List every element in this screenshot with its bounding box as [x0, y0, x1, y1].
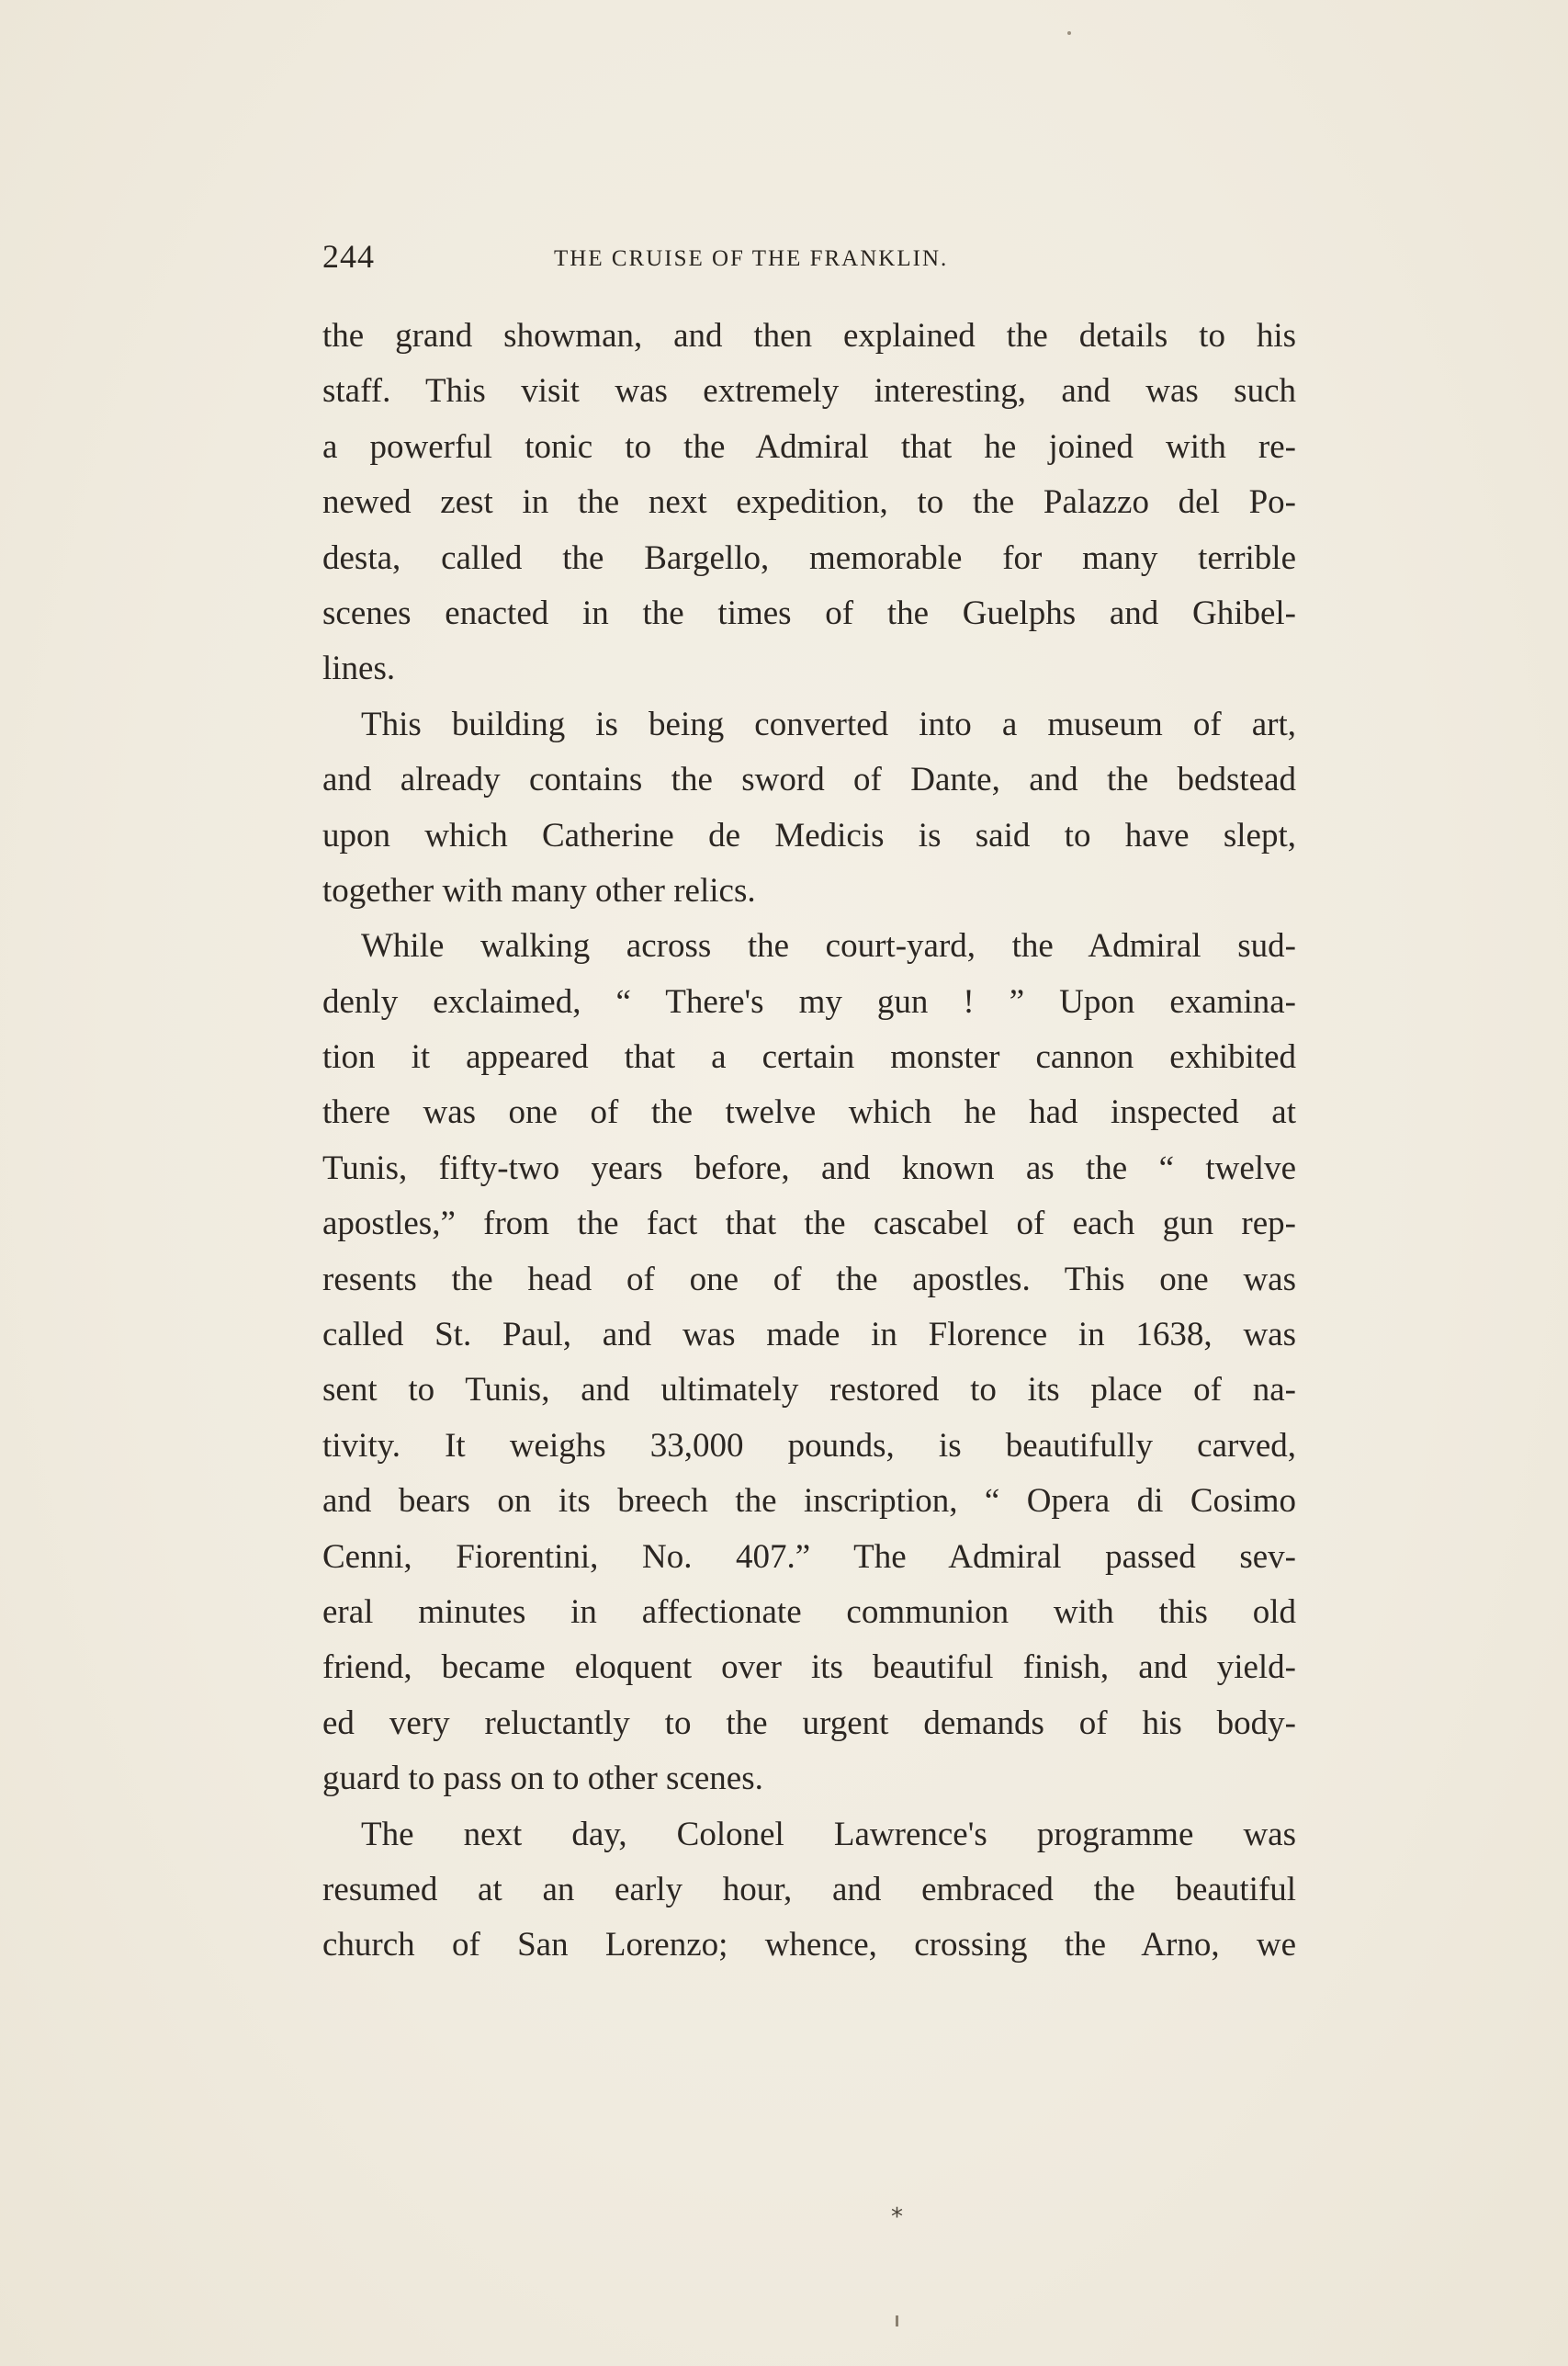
text-line: friend, became eloquent over its beautiful finish, and yield- [322, 1648, 1296, 1687]
page-number: 244 [322, 238, 375, 275]
text-line: Cenni, Fiorentini, No. 407.” The Admiral passed sev- [322, 1537, 1296, 1576]
text-line: staff. This visit was extremely interesting, and was such [322, 372, 1296, 411]
paper-speck [896, 2315, 898, 2326]
text-line: tivity. It weighs 33,000 pounds, is beautifully carved, [322, 1426, 1296, 1465]
text-line: apostles,” from the fact that the cascabel of each gun rep- [322, 1205, 1296, 1243]
text-line: While walking across the court-yard, the Admiral sud- [361, 927, 1296, 966]
text-line: Tunis, fifty-two years before, and known as the “ twelve [322, 1149, 1296, 1187]
running-title: THE CRUISE OF THE FRANKLIN. [554, 246, 949, 271]
text-line: sent to Tunis, and ultimately restored to its place of na- [322, 1371, 1296, 1409]
text-line: resumed at an early hour, and embraced the beautiful [322, 1870, 1296, 1908]
page-header [322, 237, 1296, 283]
printer-mark: * [891, 2203, 903, 2231]
paragraph [322, 697, 1296, 920]
text-line: The next day, Colonel Lawrence's programme was [361, 1815, 1296, 1853]
paper-speck [1067, 31, 1071, 35]
text-line: tion it appeared that a certain monster cannon exhibited [322, 1038, 1296, 1077]
paragraph [322, 309, 1296, 697]
body-text [322, 309, 1296, 1974]
text-line: together with many other relics. [322, 871, 756, 910]
text-line: desta, called the Bargello, memorable for many terrible [322, 538, 1296, 577]
text-line: This building is being converted into a museum of art, [361, 705, 1296, 743]
text-line: ed very reluctantly to the urgent demands of his body- [322, 1704, 1296, 1742]
text-line: resents the head of one of the apostles. This one was [322, 1260, 1296, 1298]
text-line: church of San Lorenzo; whence, crossing the Arno, we [322, 1926, 1296, 1964]
text-line: scenes enacted in the times of the Guelphs and Ghibel- [322, 594, 1296, 632]
text-line: a powerful tonic to the Admiral that he joined with re- [322, 427, 1296, 466]
text-line: lines. [322, 650, 396, 688]
paragraph [322, 919, 1296, 1806]
text-line: called St. Paul, and was made in Florence in 1638, was [322, 1316, 1296, 1354]
text-line: and bears on its breech the inscription, “ Opera di Cosimo [322, 1482, 1296, 1521]
text-line: guard to pass on to other scenes. [322, 1760, 763, 1798]
paragraph [322, 1807, 1296, 1974]
text-line: eral minutes in affectionate communion with this old [322, 1592, 1296, 1631]
text-line: the grand showman, and then explained the details to his [322, 317, 1296, 355]
text-line: newed zest in the next expedition, to the Palazzo del Po- [322, 483, 1296, 522]
text-line: there was one of the twelve which he had inspected at [322, 1093, 1296, 1132]
text-line: and already contains the sword of Dante, and the bedstead [322, 761, 1296, 799]
text-line: upon which Catherine de Medicis is said to have slept, [322, 816, 1296, 855]
text-line: denly exclaimed, “ There's my gun ! ” Upon examina- [322, 982, 1296, 1021]
